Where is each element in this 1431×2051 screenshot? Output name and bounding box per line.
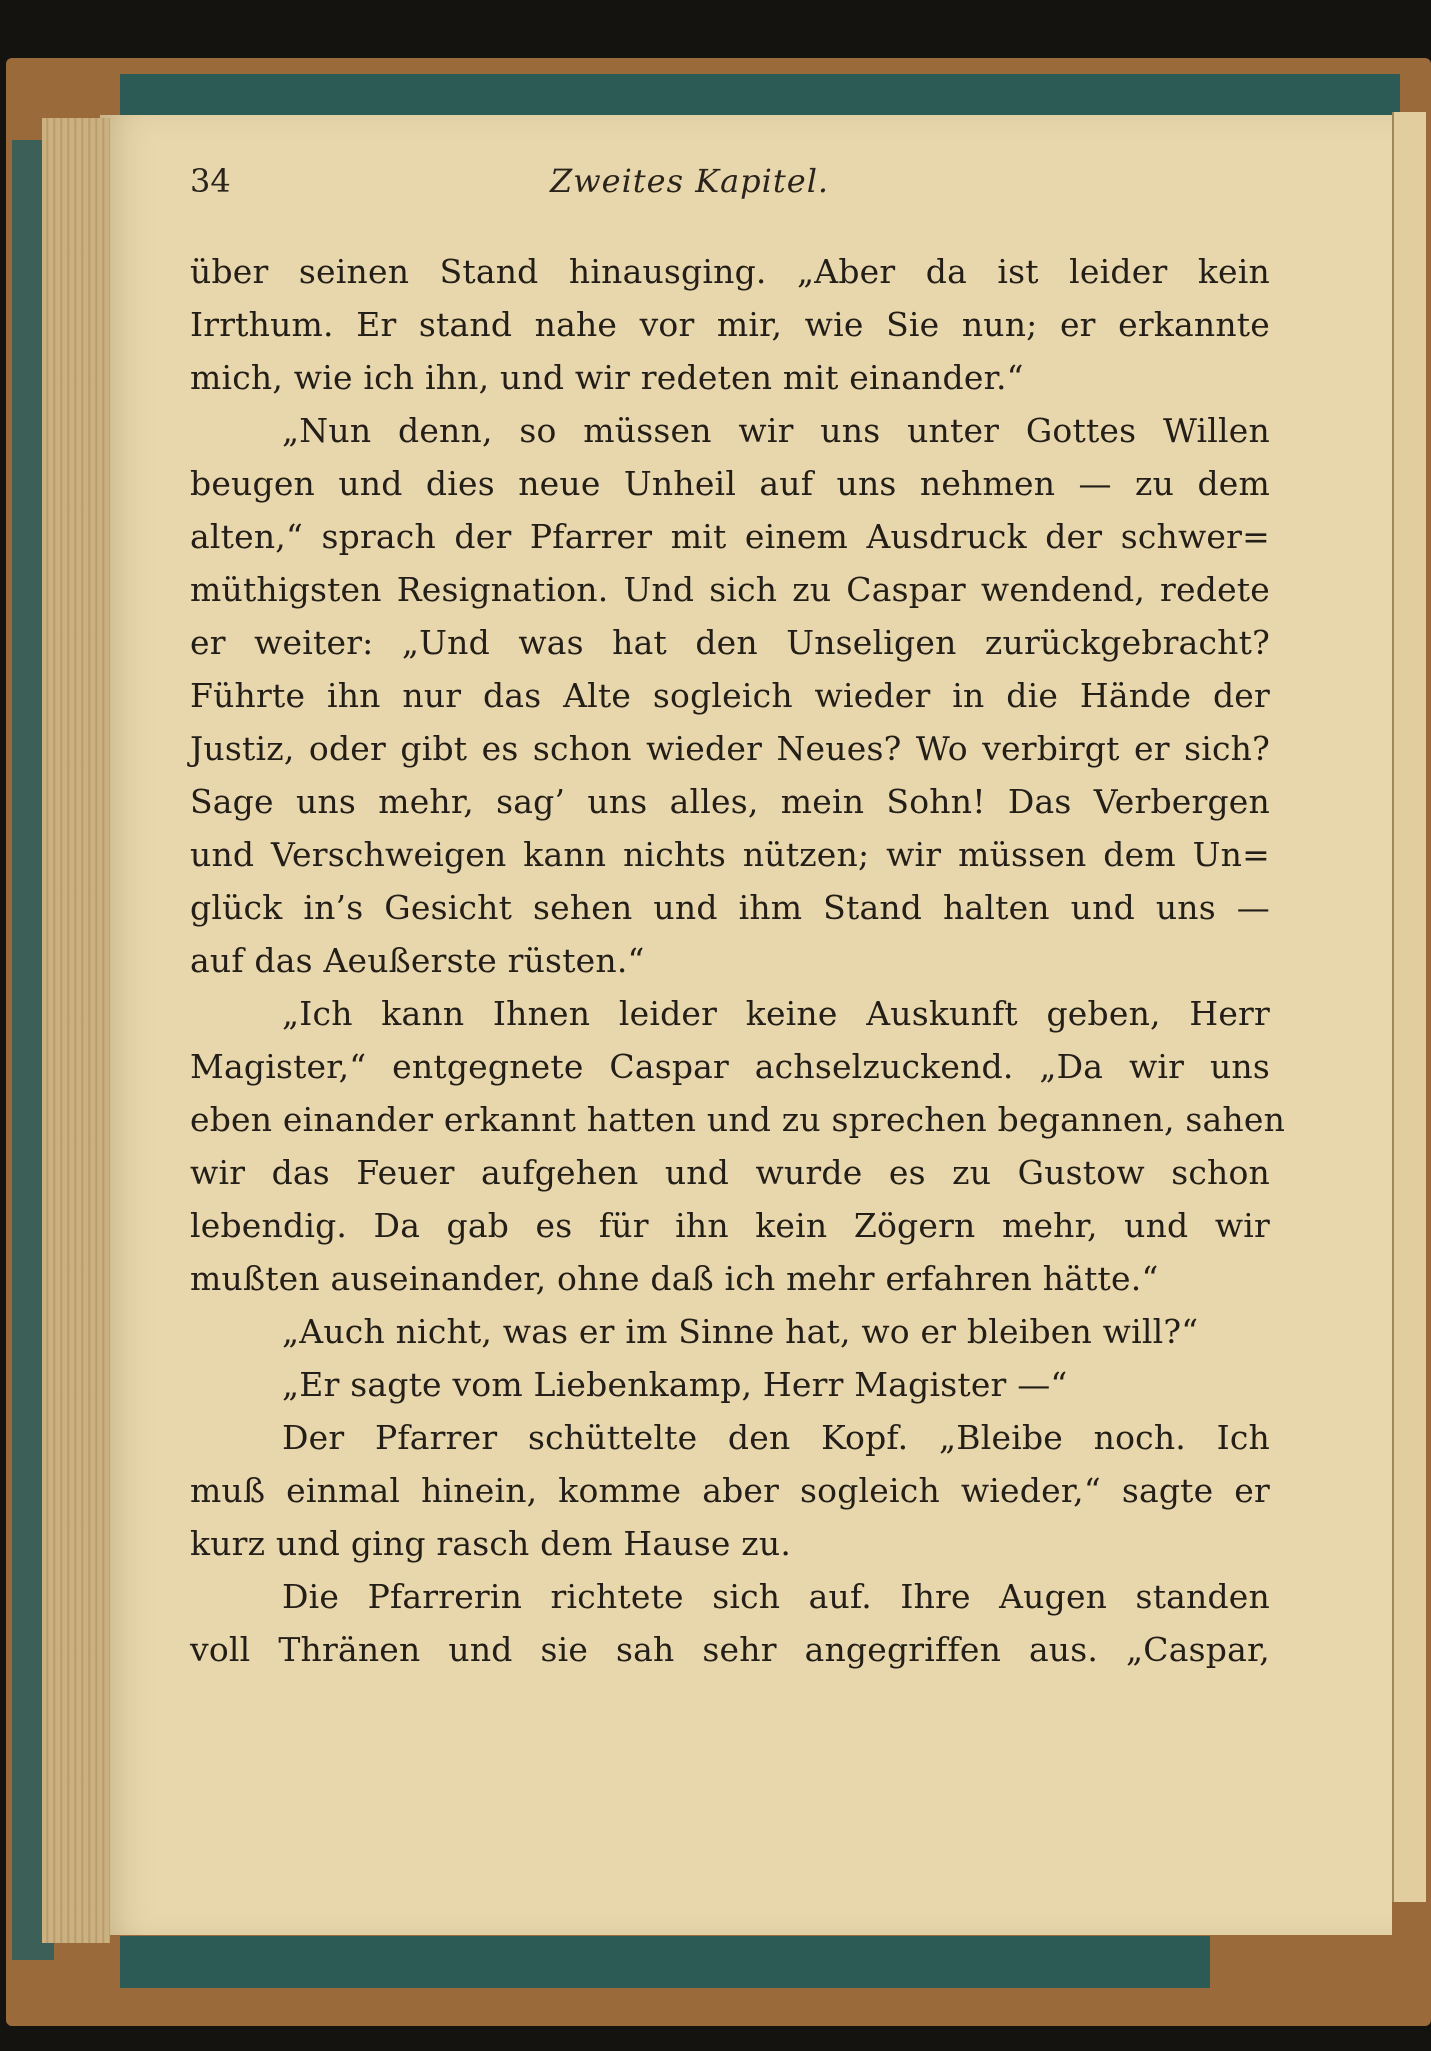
text-line: „Auch nicht, was er im Sinne hat, wo er bleiben will?“ — [282, 1312, 1199, 1351]
text-line: Irrthum. Er stand nahe vor mir, wie Sie nun; er erkannte — [190, 305, 1270, 344]
text-line: Sage uns mehr, sag’ uns alles, mein Sohn! Das Verbergen — [190, 782, 1270, 821]
text-line: alten,“ sprach der Pfarrer mit einem Ausdruck der schwer= — [190, 517, 1270, 556]
text-line: über seinen Stand hinausging. „Aber da ist leider kein — [190, 252, 1270, 291]
page-stack-edges — [42, 118, 110, 1943]
text-line: und Verschweigen kann nichts nützen; wir müssen dem Un= — [190, 835, 1270, 874]
text-line: beugen und dies neue Unheil auf uns nehmen — zu dem — [190, 464, 1270, 503]
text-line: mußten auseinander, ohne daß ich mehr erfahren hätte.“ — [190, 1259, 1159, 1298]
text-line: muß einmal hinein, komme aber sogleich wieder,“ sagte er — [190, 1471, 1270, 1510]
text-line: Magister,“ entgegnete Caspar achselzuckend. „Da wir uns — [190, 1047, 1270, 1086]
text-line: wir das Feuer aufgehen und wurde es zu Gustow schon — [190, 1153, 1270, 1192]
text-line: lebendig. Da gab es für ihn kein Zögern mehr, und wir — [190, 1206, 1270, 1245]
text-line: kurz und ging rasch dem Hause zu. — [190, 1524, 792, 1563]
text-line: „Ich kann Ihnen leider keine Auskunft geben, Herr — [282, 994, 1270, 1033]
text-line: er weiter: „Und was hat den Unseligen zurückgebracht? — [190, 623, 1270, 662]
text-line: „Er sagte vom Liebenkamp, Herr Magister —“ — [282, 1365, 1068, 1404]
text-line: „Nun denn, so müssen wir uns unter Gottes Willen — [282, 411, 1270, 450]
text-line: müthigsten Resignation. Und sich zu Caspar wendend, redete — [190, 570, 1270, 609]
cover-cloth-bottom — [120, 1936, 1210, 1988]
page-header — [190, 162, 910, 212]
text-line: eben einander erkannt hatten und zu sprechen begannen, sahen — [190, 1100, 1286, 1139]
text-line: Der Pfarrer schüttelte den Kopf. „Bleibe noch. Ich — [282, 1418, 1270, 1457]
text-line: glück in’s Gesicht sehen und ihm Stand halten und uns — — [190, 888, 1270, 927]
running-head: Zweites Kapitel. — [550, 162, 830, 200]
text-line: auf das Aeußerste rüsten.“ — [190, 941, 645, 980]
text-line: Justiz, oder gibt es schon wieder Neues? Wo verbirgt er sich? — [190, 729, 1270, 768]
text-line: voll Thränen und sie sah sehr angegriffen aus. „Caspar, — [190, 1630, 1270, 1669]
body-text — [190, 245, 1286, 1676]
text-line: mich, wie ich ihn, und wir redeten mit einander.“ — [190, 358, 1024, 397]
facing-page-edge — [1392, 112, 1426, 1902]
page-number: 34 — [190, 162, 231, 200]
text-line: Führte ihn nur das Alte sogleich wieder in die Hände der — [190, 676, 1270, 715]
text-line: Die Pfarrerin richtete sich auf. Ihre Augen standen — [282, 1577, 1270, 1616]
